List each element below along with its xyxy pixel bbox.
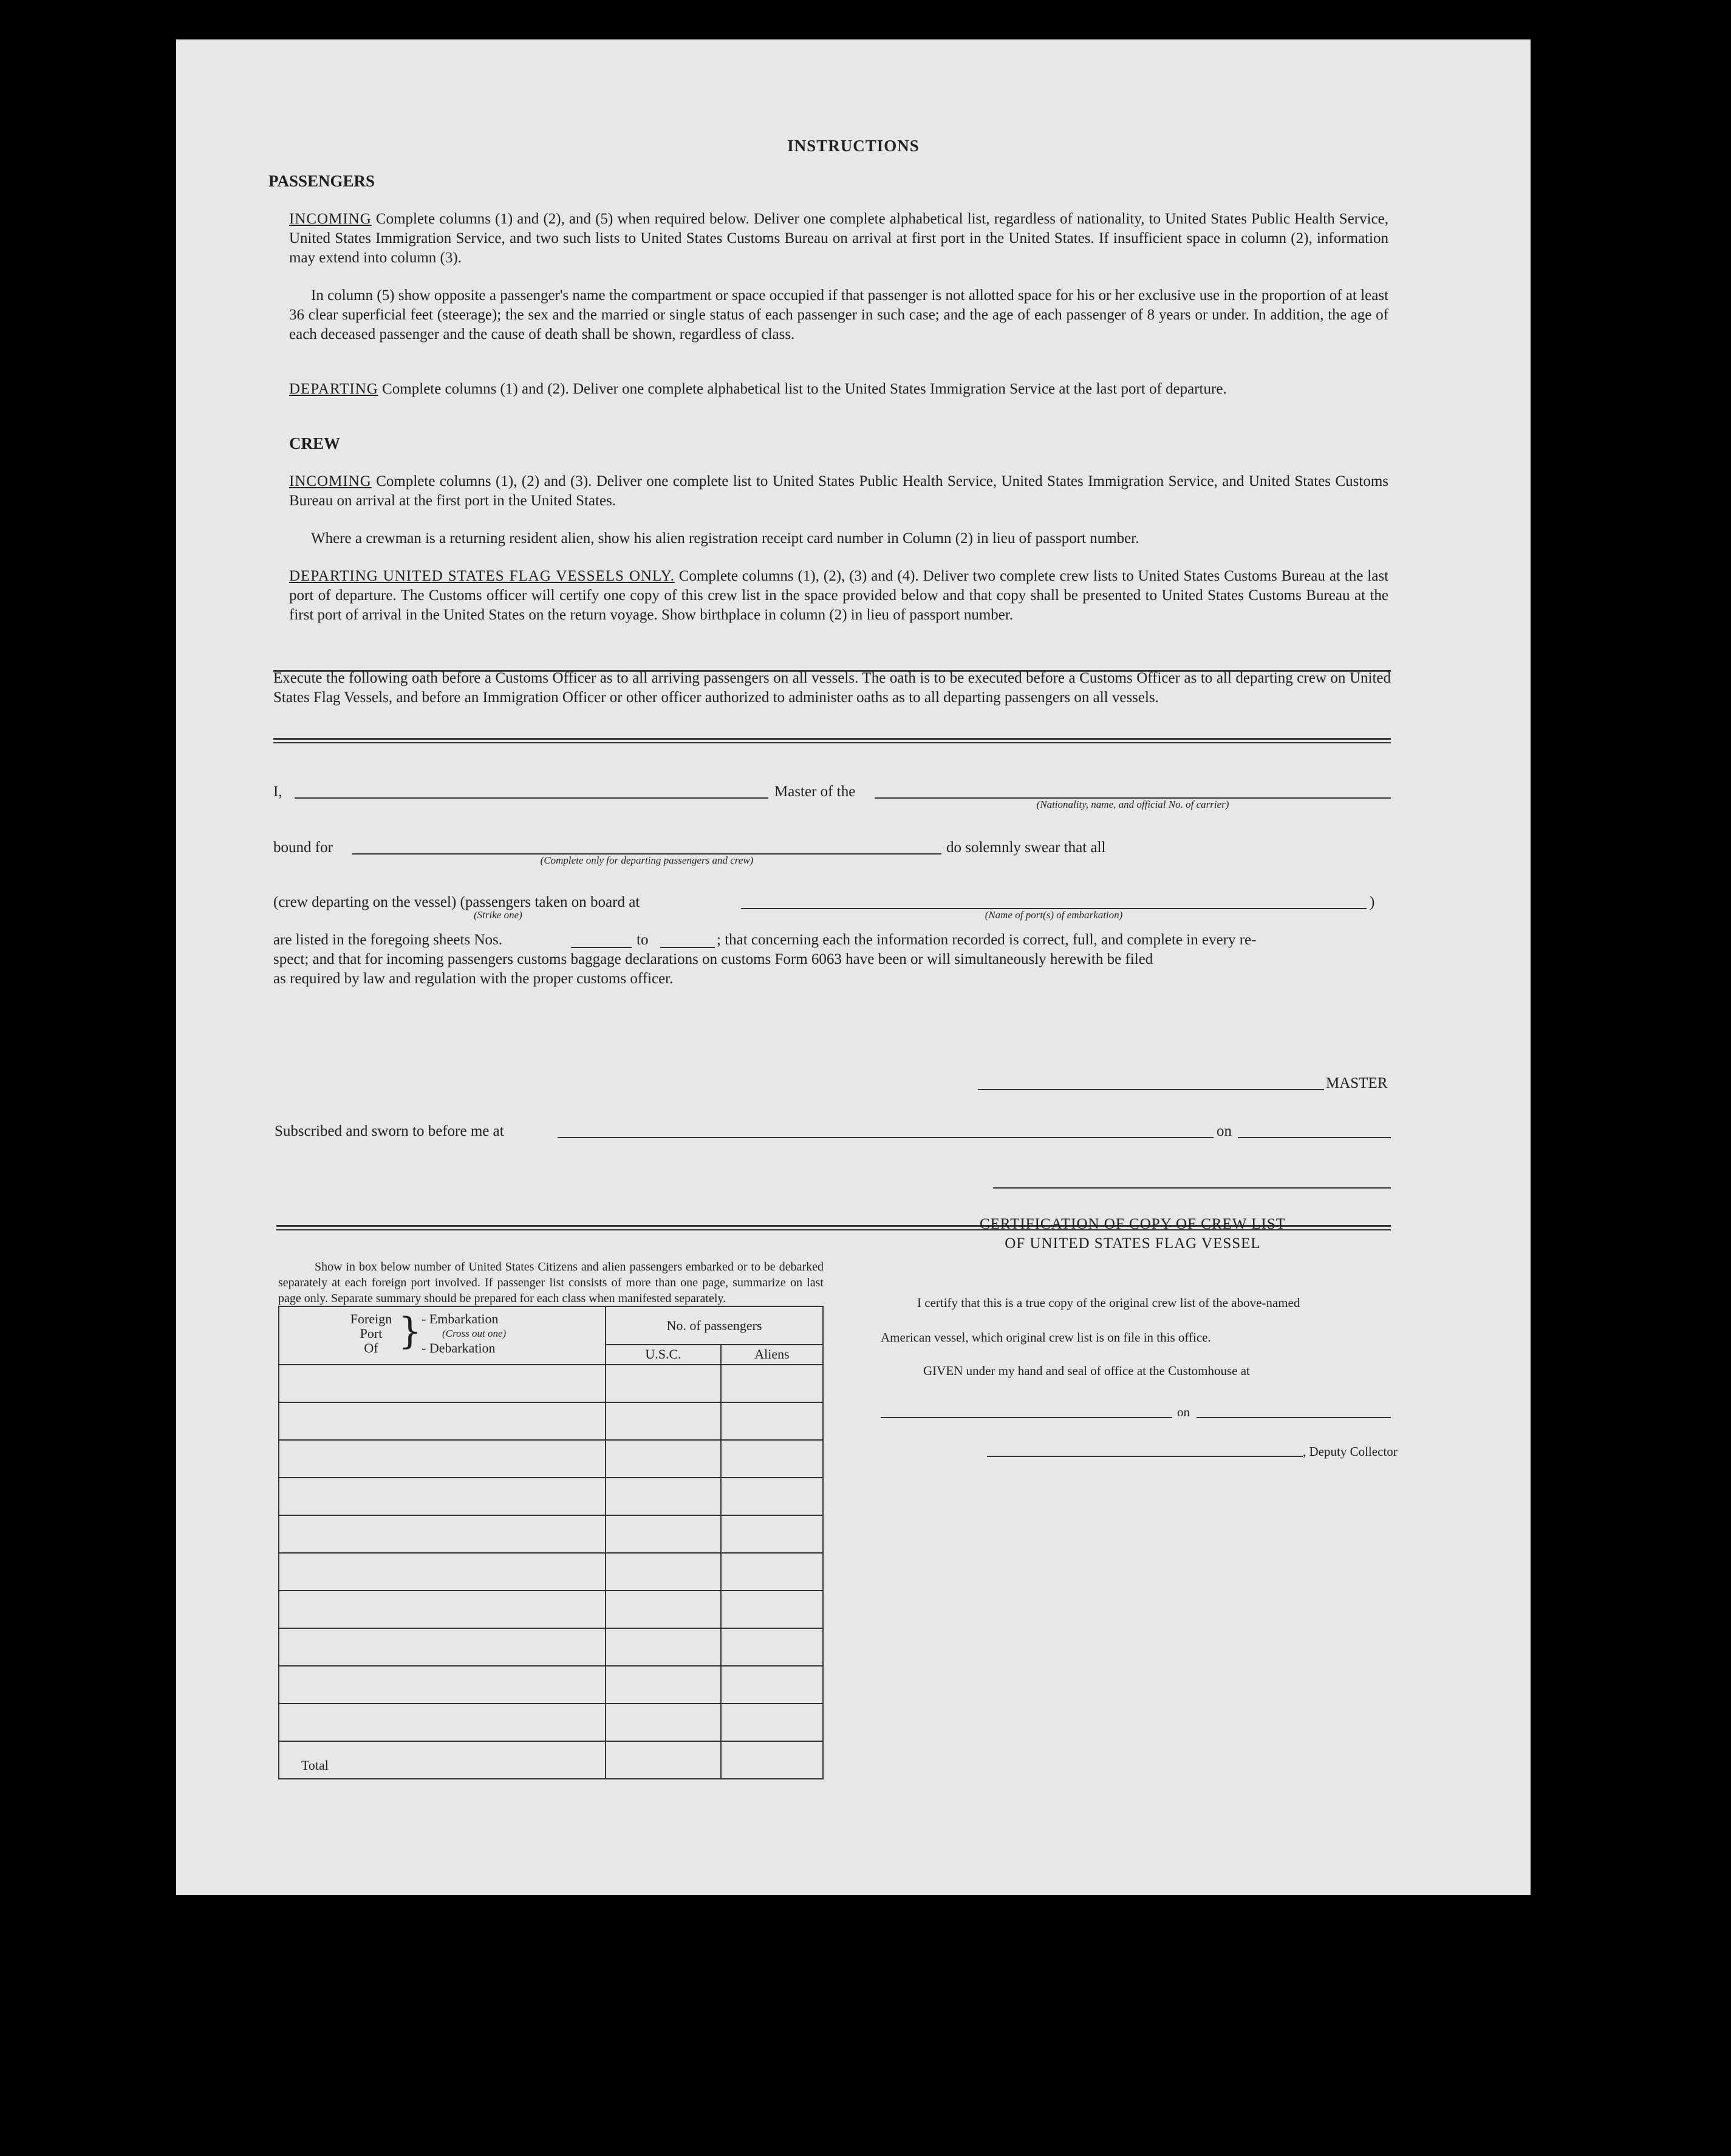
aliens-cell[interactable] (721, 1478, 823, 1515)
usc-cell[interactable] (606, 1478, 721, 1515)
passengers-incoming-paragraph (289, 210, 1388, 268)
master-name-line (295, 797, 768, 799)
oath-listed-to: to (637, 932, 649, 948)
usc-header: U.S.C. (606, 1345, 721, 1365)
foreign-label: Foreign (350, 1311, 392, 1326)
aliens-cell[interactable] (721, 1402, 823, 1440)
oath-on: on (1217, 1123, 1232, 1139)
port-cell[interactable] (279, 1515, 606, 1553)
nationality-note: (Nationality, name, and official No. of carrier) (1036, 799, 1229, 810)
passengers-heading: PASSENGERS (268, 172, 375, 190)
usc-total-cell[interactable] (606, 1741, 721, 1779)
aliens-cell[interactable] (721, 1591, 823, 1628)
divider (273, 742, 1391, 743)
oath-listed-3: spect; and that for incoming passengers customs baggage declarations on customs Form 6063 have been or will simultaneously herewith be filed (273, 951, 1153, 967)
oath-i-label: I, (273, 783, 282, 800)
port-cell[interactable] (279, 1553, 606, 1591)
page-title: INSTRUCTIONS (787, 137, 920, 155)
port-cell[interactable] (279, 1666, 606, 1704)
usc-cell[interactable] (606, 1628, 721, 1666)
certification-title-line-2: OF UNITED STATES FLAG VESSEL (1005, 1235, 1261, 1252)
aliens-cell[interactable] (721, 1440, 823, 1478)
port-label: Port (360, 1325, 383, 1341)
embark-debark-label (422, 1312, 506, 1356)
port-cell[interactable] (279, 1478, 606, 1515)
total-label: Total (279, 1741, 606, 1779)
port-note: (Name of port(s) of embarkation) (985, 909, 1123, 921)
cert-date-line (1197, 1417, 1391, 1418)
certification-title-line-1: CERTIFICATION OF COPY OF CREW LIST (979, 1216, 1286, 1232)
customhouse-line (881, 1417, 1172, 1418)
crew-departing-text: Complete columns (1), (2), (3) and (4). Deliver two complete crew lists to United States Customs Bureau at the last port of departure. The Customs officer will certify one copy of this crew list in the space provided below and that copy shall be presented to United States Customs Bureau at the first port of arrival in the United States on the return voyage. Show birthplace in column (2) in lieu of passport number. (289, 568, 1388, 623)
oath-listed-1: are listed in the foregoing sheets Nos. (273, 932, 502, 948)
crew-incoming-text: Complete columns (1), (2) and (3). Deliver one complete list to United States Public Health Service, United States Immigration Service, and United States Customs Bureau on arrival at the first port in the United States. (289, 473, 1389, 509)
oath-master: MASTER (1326, 1075, 1388, 1091)
complete-note: (Complete only for departing passengers and crew) (540, 855, 754, 866)
summary-instructions: Show in box below number of United States Citizens and alien passengers embarked or to be debarked separately at each foreign port involved. If passenger list consists of more than one page, summarize on last page only. Separate summary should be prepared for each class when manifested separately. (278, 1260, 824, 1305)
crew-incoming-paragraph (289, 472, 1388, 511)
passengers-departing-label: DEPARTING (289, 381, 378, 397)
oath-master-of: Master of the (774, 783, 856, 800)
usc-cell[interactable] (606, 1553, 721, 1591)
usc-cell[interactable] (606, 1666, 721, 1704)
oath-swear: do solemnly swear that all (946, 839, 1106, 856)
passengers-column5-paragraph: In column (5) show opposite a passenger's name the compartment or space occupied if that passenger is not allotted space for his or her exclusive use in the proportion of at least 36 clear superficial feet (steerage); the sex and the married or single status of each passenger in such case; and the age of each passenger of 8 years or under. In addition, the age of each deceased passenger and the cause of death shall be shown, regardless of class. (289, 287, 1388, 343)
of-label: Of (364, 1340, 378, 1356)
usc-cell[interactable] (606, 1591, 721, 1628)
given-line: GIVEN under my hand and seal of office at the Customhouse at (923, 1363, 1250, 1378)
aliens-header: Aliens (721, 1345, 823, 1365)
master-signature-line (978, 1089, 1324, 1090)
sheet-from-line (571, 947, 632, 948)
sworn-date-line (1238, 1137, 1391, 1138)
port-cell[interactable] (279, 1628, 606, 1666)
crew-departing-label: DEPARTING UNITED STATES FLAG VESSELS ONLY. (289, 568, 675, 584)
port-cell[interactable] (279, 1440, 606, 1478)
port-cell[interactable] (279, 1591, 606, 1628)
usc-cell[interactable] (606, 1440, 721, 1478)
divider (273, 738, 1391, 740)
passenger-summary-table (278, 1306, 824, 1779)
aliens-cell[interactable] (721, 1666, 823, 1704)
cert-on: on (1177, 1405, 1190, 1419)
passengers-incoming-text: Complete columns (1) and (2), and (5) when required below. Deliver one complete alphabetical list, regardless of nationality, to United States Public Health Service, United States Immigration Service, and two such lists to United States Customs Bureau on arrival at first port in the United States. If insufficient space in column (2), information may extend into column (3). (289, 211, 1389, 266)
aliens-cell[interactable] (721, 1553, 823, 1591)
passengers-departing-paragraph (289, 380, 1388, 399)
usc-cell[interactable] (606, 1704, 721, 1741)
oath-listed-2: ; that concerning each the information recorded is correct, full, and complete in every re- (717, 932, 1257, 948)
port-cell[interactable] (279, 1365, 606, 1402)
debarkation-label: - Debarkation (422, 1340, 496, 1356)
usc-cell[interactable] (606, 1515, 721, 1553)
certify-line-2: American vessel, which original crew list is on file in this office. (881, 1330, 1211, 1345)
officer-signature-line (993, 1187, 1391, 1189)
foreign-port-header-cell (279, 1306, 606, 1365)
deputy-signature-line (987, 1456, 1303, 1457)
close-paren: ) (1370, 894, 1375, 910)
sheet-to-line (660, 947, 715, 948)
passengers-incoming-label: INCOMING (289, 211, 372, 227)
strike-note: (Strike one) (474, 909, 522, 921)
foreign-port-label (344, 1312, 398, 1356)
aliens-cell[interactable] (721, 1365, 823, 1402)
passengers-departing-text: Complete columns (1) and (2). Deliver one complete alphabetical list to the United States Immigration Service at the last port of departure. (382, 381, 1227, 397)
oath-crew-departing: (crew departing on the vessel) (passengers taken on board at (273, 894, 640, 910)
oath-subscribed: Subscribed and sworn to before me at (275, 1123, 504, 1139)
port-cell[interactable] (279, 1402, 606, 1440)
crew-incoming-label: INCOMING (289, 473, 372, 490)
aliens-cell[interactable] (721, 1515, 823, 1553)
usc-cell[interactable] (606, 1402, 721, 1440)
brace-glyph: } (398, 1309, 422, 1353)
certification-title (875, 1215, 1391, 1254)
crew-heading: CREW (289, 434, 341, 452)
document-page (176, 39, 1531, 1895)
oath-bound-for: bound for (273, 839, 333, 856)
cross-out-note: (Cross out one) (442, 1327, 507, 1339)
oath-listed-4: as required by law and regulation with the proper customs officer. (273, 971, 674, 987)
embarkation-label: - Embarkation (422, 1311, 499, 1326)
no-passengers-header: No. of passengers (606, 1306, 823, 1345)
sworn-place-line (558, 1137, 1214, 1138)
deputy-collector-label: , Deputy Collector (1303, 1444, 1398, 1459)
port-cell[interactable] (279, 1704, 606, 1741)
oath-intro: Execute the following oath before a Customs Officer as to all arriving passengers on all vessels. The oath is to be executed before a Customs Officer as to all departing crew on United States Flag Vessels, and before an Immigration Officer or other officer authorized to administer oaths as to all departing passengers on all vessels. (273, 670, 1391, 706)
certify-line-1: I certify that this is a true copy of the original crew list of the above-named (917, 1295, 1300, 1310)
aliens-total-cell[interactable] (721, 1741, 823, 1779)
crew-resident-paragraph: Where a crewman is a returning resident alien, show his alien registration receipt card number in Column (2) in lieu of passport number. (311, 530, 1139, 547)
crew-departing-paragraph (289, 567, 1388, 625)
aliens-cell[interactable] (721, 1704, 823, 1741)
usc-cell[interactable] (606, 1365, 721, 1402)
aliens-cell[interactable] (721, 1628, 823, 1666)
